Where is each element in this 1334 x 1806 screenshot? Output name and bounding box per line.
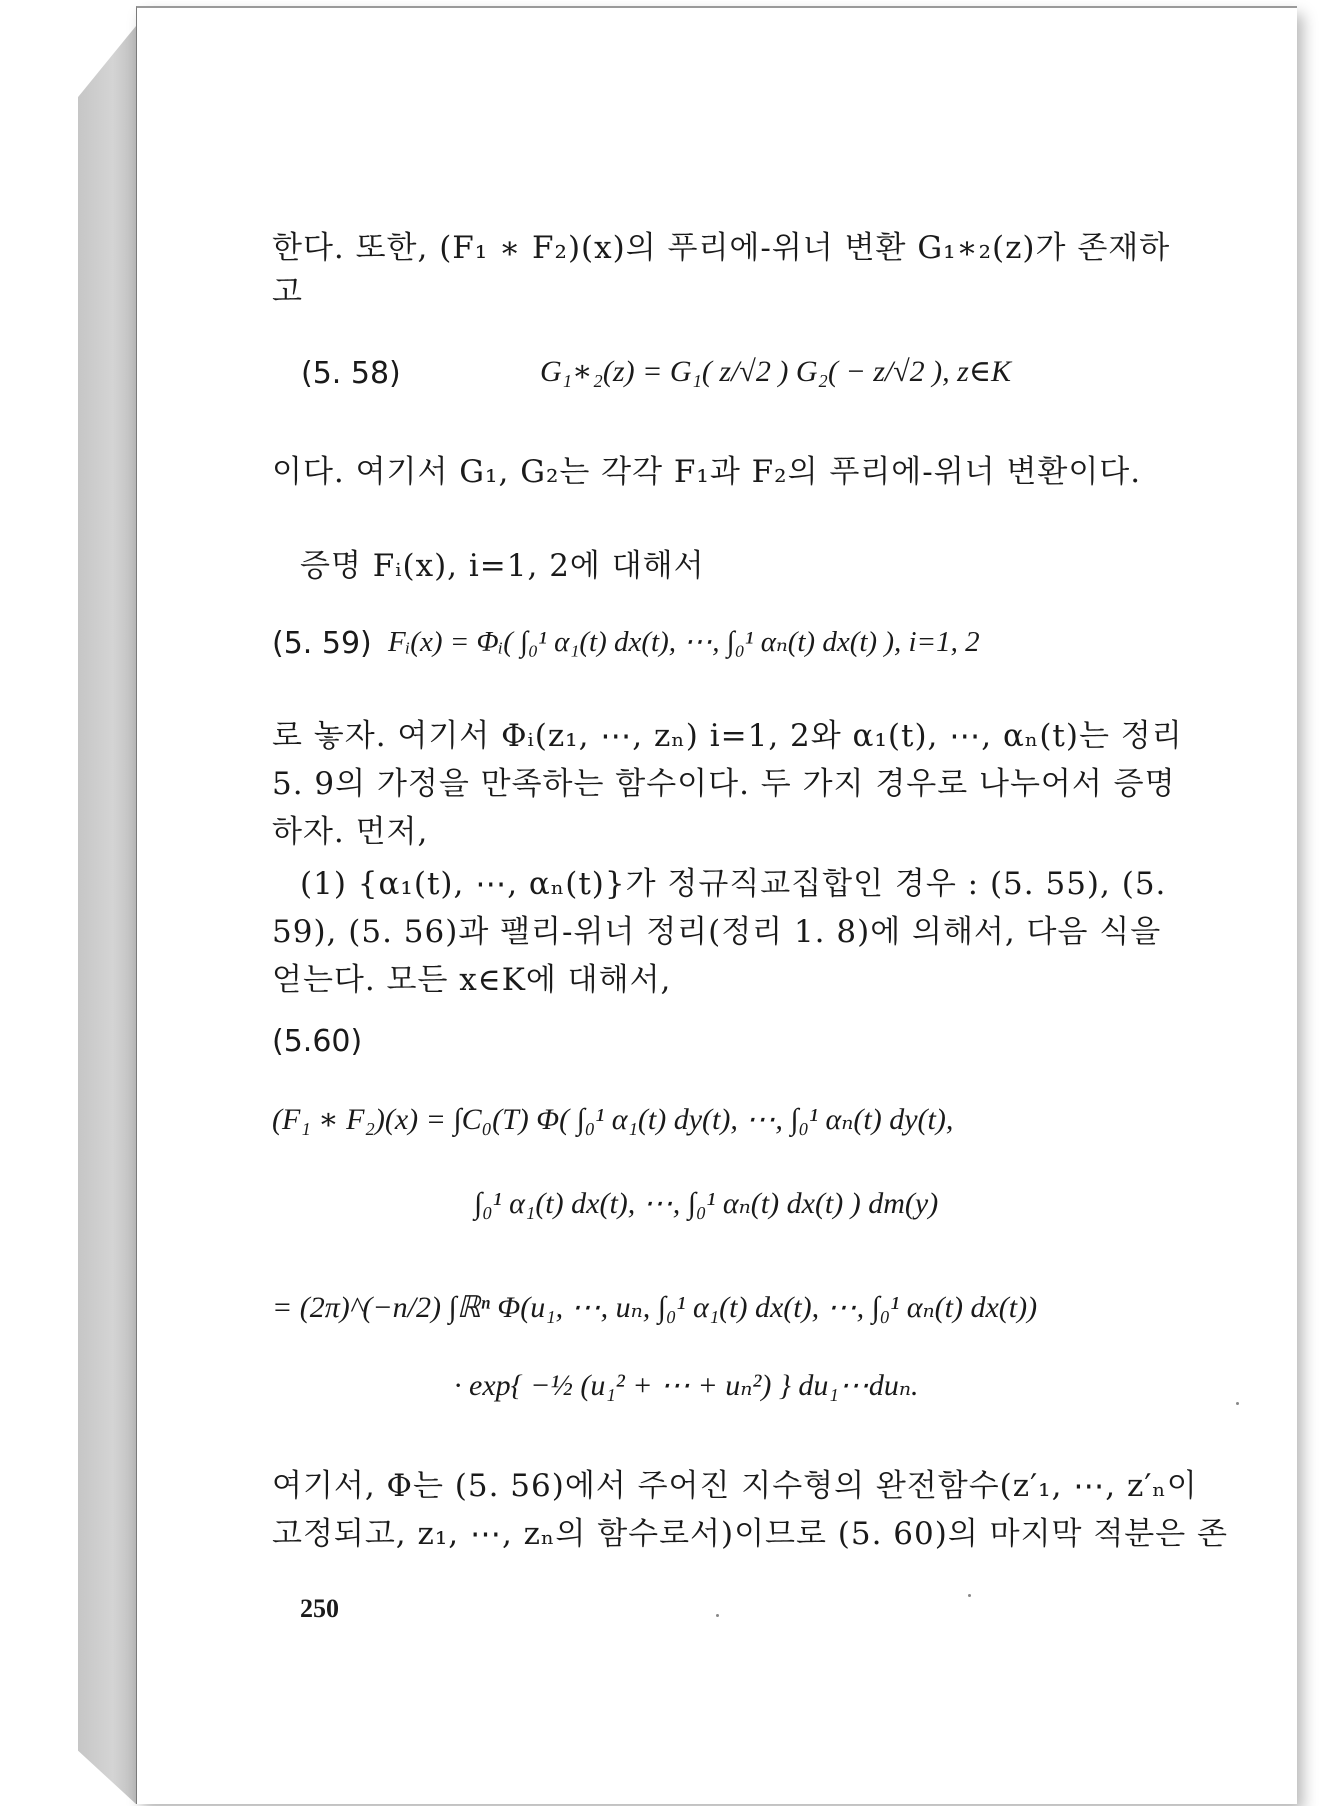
text-line-7: 하자. 먼저, xyxy=(272,814,429,850)
equation-number-5-59: (5. 59) xyxy=(272,626,372,661)
book-spine xyxy=(78,26,136,1804)
page-number: 250 xyxy=(300,1594,339,1623)
equation-5-60-line-2: ∫₀¹ α₁(t) dx(t), ⋯, ∫₀¹ αₙ(t) dx(t) ) dm(y) xyxy=(474,1187,939,1220)
equation-5-60-line-3: = (2π)^(−n/2) ∫ℝⁿ Φ(u₁, ⋯, uₙ, ∫₀¹ α₁(t) dx(t), ⋯, ∫₀¹ αₙ(t) dx(t)) xyxy=(272,1291,1038,1324)
equation-5-60-line-4: · exp{ −½ (u₁² + ⋯ + uₙ²) } du₁⋯duₙ. xyxy=(454,1369,919,1402)
text-line-11: 여기서, Φ는 (5. 56)에서 주어진 지수형의 완전함수(z′₁, ⋯, z′ₙ이 xyxy=(272,1468,1198,1504)
text-line-9: 59), (5. 56)과 팰리-위너 정리(정리 1. 8)에 의해서, 다음 식을 xyxy=(272,914,1162,950)
text-line-10: 얻는다. 모든 x∈K에 대해서, xyxy=(272,962,672,998)
equation-5-60-line-1: (F₁ ∗ F₂)(x) = ∫C₀(T) Φ( ∫₀¹ α₁(t) dy(t), ⋯, ∫₀¹ αₙ(t) dy(t), xyxy=(272,1103,954,1136)
equation-number-5-58: (5. 58) xyxy=(301,356,401,391)
scan-speck xyxy=(968,1594,971,1597)
text-line-3: 이다. 여기서 G₁, G₂는 각각 F₁과 F₂의 푸리에-위너 변환이다. xyxy=(272,454,1142,490)
text-line-1: 한다. 또한, (F₁ ∗ F₂)(x)의 푸리에-위너 변환 G₁∗₂(z)가 존재하 xyxy=(272,230,1171,266)
text-line-8: (1) {α₁(t), ⋯, αₙ(t)}가 정규직교집합인 경우 : (5. 55), (5. xyxy=(300,866,1167,902)
text-line-6: 5. 9의 가정을 만족하는 함수이다. 두 가지 경우로 나누어서 증명 xyxy=(272,766,1176,802)
equation-5-58: G₁∗₂(z) = G₁( z/√2 ) G₂( − z/√2 ), z∈K xyxy=(540,355,1012,388)
scan-speck xyxy=(716,1614,719,1617)
text-line-2: 고 xyxy=(272,274,303,310)
text-line-12: 고정되고, z₁, ⋯, zₙ의 함수로서)이므로 (5. 60)의 마지막 적분은 존 xyxy=(272,1516,1228,1552)
proof-heading: 증명 Fᵢ(x), i=1, 2에 대해서 xyxy=(300,548,705,584)
equation-number-5-60: (5.60) xyxy=(272,1024,363,1059)
equation-5-59: Fᵢ(x) = Φᵢ( ∫₀¹ α₁(t) dx(t), ⋯, ∫₀¹ αₙ(t) dx(t) ), i=1, 2 xyxy=(388,626,980,658)
scan-speck xyxy=(1236,1402,1239,1405)
text-line-5: 로 놓자. 여기서 Φᵢ(z₁, ⋯, zₙ) i=1, 2와 α₁(t), ⋯, αₙ(t)는 정리 xyxy=(272,718,1183,754)
